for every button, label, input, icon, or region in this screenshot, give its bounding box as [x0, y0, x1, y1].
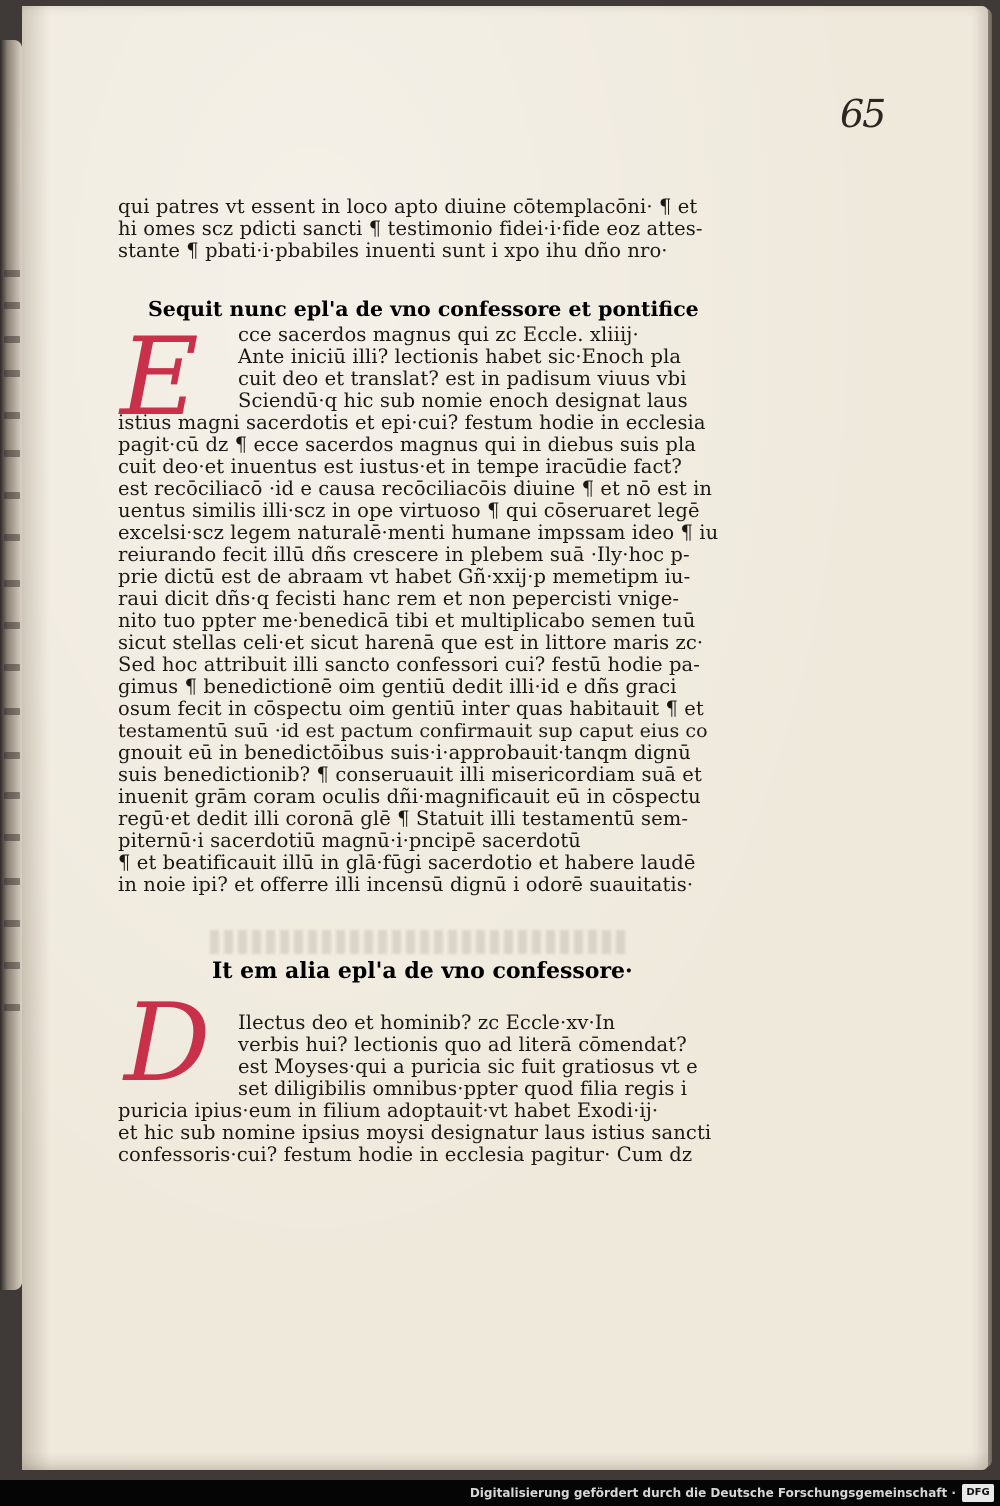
text-line: verbis hui? lectionis quo ad literā cōmendat? — [238, 1033, 687, 1056]
drop-cap-e: E — [120, 315, 199, 440]
section-epistle-confessor-pontifex — [148, 296, 708, 322]
text-line: raui dicit dñs·q fecisti hanc rem et non pepercisti vnige- — [118, 587, 680, 610]
text-line: cuit deo et translat? est in padisum viuus vbi — [238, 367, 687, 390]
text-line: Ilectus deo et hominib? zc Eccle·xv·In — [238, 1011, 616, 1034]
text-line: est Moyses·qui a puricia sic fuit gratiosus vt e — [238, 1055, 698, 1078]
text-line: uentus similis illi·scz in ope virtuoso ¶ qui cōseruaret legē — [118, 499, 700, 522]
text-line: inuenit grām coram oculis dñi·magnificauit eū in cōspectu — [118, 785, 701, 808]
section1-body — [118, 315, 719, 896]
text-line: in noie ipi? et offerre illi incensū dignū i odorē suauitatis· — [118, 873, 694, 896]
text-line: stante ¶ pbati·i·pbabiles inuenti sunt i xpo ihu dño nro· — [118, 239, 668, 262]
text-line: osum fecit in cōspectu oim gentiū inter quas habitauit ¶ et — [118, 697, 704, 720]
section-heading: It em alia epl'a de vno confessore· — [212, 958, 633, 984]
bleed-through-text — [210, 930, 630, 954]
text-line: nito tuo ppter me·benedicā tibi et multiplicabo semen tuū — [118, 609, 696, 632]
text-line: Sed hoc attribuit illi sancto confessori cui? festū hodie pa- — [118, 653, 700, 676]
text-line: sicut stellas celi·et sicut harenā que est in littore maris zc· — [118, 631, 704, 654]
left-page-fragment — [0, 40, 22, 1290]
text-line: regū·et dedit illi coronā glē ¶ Statuit illi testamentū sem- — [118, 807, 689, 830]
text-line: reiurando fecit illū dñs crescere in plebem suā ·Ily·hoc p- — [118, 543, 690, 566]
dfg-logo: DFG — [962, 1484, 994, 1502]
text-line: hi omes scz pdicti sancti ¶ testimonio fidei·i·fide eoz attes- — [118, 217, 703, 240]
text-line: cuit deo·et inuentus est iustus·et in tempe iracūdie fact? — [118, 455, 682, 478]
text-line: cce sacerdos magnus qui zc Eccle. xliiij· — [238, 323, 639, 346]
drop-cap-d: D — [124, 981, 211, 1106]
footer-credit: Digitalisierung gefördert durch die Deutsche Forschungsgemeinschaft · — [469, 1486, 956, 1500]
text-line: gnouit eū in benedictōibus suis·i·approbauit·tanqm dignū — [118, 741, 691, 764]
section-heading: Sequit nunc epl'a de vno confessore et pontifice — [148, 297, 699, 321]
text-line: Sciendū·q hic sub nomie enoch designat laus — [238, 389, 688, 412]
text-line: excelsi·scz legem naturalē·menti humane impssam ideo ¶ iu — [118, 521, 719, 544]
section2-body — [118, 1012, 718, 1166]
text-line: testamentū suū ·id est pactum confirmauit sup caput eius co — [118, 720, 708, 742]
text-line: est recōciliacō ·id e causa recōciliacōis diuine ¶ et nō est in — [118, 477, 713, 500]
text-line: confessoris·cui? festum hodie in ecclesia pagitur· Cum dz — [118, 1143, 693, 1166]
opening-paragraph — [118, 196, 718, 262]
text-line: gimus ¶ benedictionē oim gentiū dedit illi·id e dñs graci — [118, 675, 677, 698]
text-line: suis benedictionib? ¶ conseruauit illi misericordiam suā et — [118, 763, 702, 786]
text-line: ¶ et beatificauit illū in glā·fūgi sacerdotio et habere laudē — [118, 851, 696, 874]
text-line: set diligibilis omnibus·ppter quod filia regis i — [238, 1077, 688, 1100]
text-line: piternū·i sacerdotiū magnū·i·pncipē sacerdotū — [118, 829, 581, 852]
text-line: istius magni sacerdotis et epi·cui? festum hodie in ecclesia — [118, 411, 706, 434]
section-epistle-confessor — [212, 958, 712, 984]
text-line: Ante iniciū illi? lectionis habet sic·Enoch pla — [238, 345, 682, 368]
folio-number: 65 — [840, 92, 885, 136]
text-line: pagit·cū dz ¶ ecce sacerdos magnus qui in diebus suis pla — [118, 433, 697, 456]
text-line: prie dictū est de abraam vt habet Gñ·xxij·p memetipm iu- — [118, 565, 691, 588]
text-line: qui patres vt essent in loco apto diuine cōtemplacōni· ¶ et — [118, 195, 698, 218]
text-line: et hic sub nomine ipsius moysi designatur laus istius sancti — [118, 1121, 712, 1144]
text-line: puricia ipius·eum in filium adoptauit·vt habet Exodi·ij· — [118, 1099, 659, 1122]
